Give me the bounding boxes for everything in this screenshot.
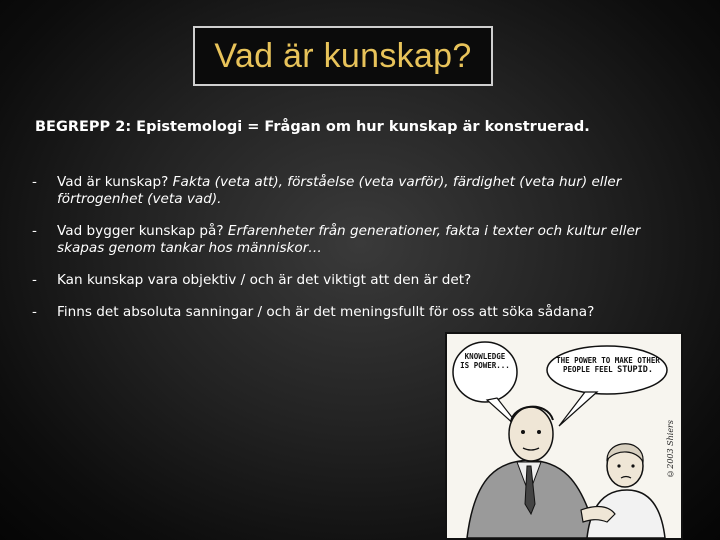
speech-bubble-right-text: THE POWER TO MAKE OTHER PEOPLE FEEL	[556, 356, 660, 374]
bullet-item	[32, 304, 672, 321]
bullet-item	[32, 174, 672, 208]
bullet-dash: -	[32, 223, 37, 239]
bullet-dash: -	[32, 174, 37, 190]
bullet-detail: Fakta (veta att), förståelse (veta varför), färdighet (veta hur) eller förtrogenhet (veta vad).	[57, 174, 622, 207]
bullet-dash: -	[32, 272, 37, 288]
title-box	[193, 26, 493, 86]
bullet-detail: Erfarenheter från generationer, fakta i texter och kultur eller skapas genom tankar hos människor…	[57, 223, 641, 256]
bullet-item	[32, 272, 672, 289]
cartoon-signature: ©2003 Shiers	[666, 420, 675, 478]
bullet-lead: Kan kunskap vara objektiv / och är det viktigt att den är det?	[57, 272, 472, 288]
bullet-item	[32, 223, 672, 257]
bullet-lead: Vad är kunskap?	[57, 174, 173, 190]
bullet-lead: Finns det absoluta sanningar / och är det meningsfullt för oss att söka sådana?	[57, 304, 595, 320]
concept-heading: BEGREPP 2: Epistemologi = Frågan om hur kunskap är konstruerad.	[35, 119, 590, 135]
speech-bubble-left: KNOWLEDGE IS POWER...	[460, 352, 510, 370]
slide-title: Vad är kunskap?	[214, 36, 472, 75]
bullet-lead: Vad bygger kunskap på?	[57, 223, 228, 239]
bullet-list	[32, 174, 672, 336]
speech-bubble-right-emphasis: STUPID.	[617, 365, 653, 375]
speech-bubble-right	[553, 356, 663, 375]
cartoon-image	[445, 332, 683, 540]
bullet-dash: -	[32, 304, 37, 320]
